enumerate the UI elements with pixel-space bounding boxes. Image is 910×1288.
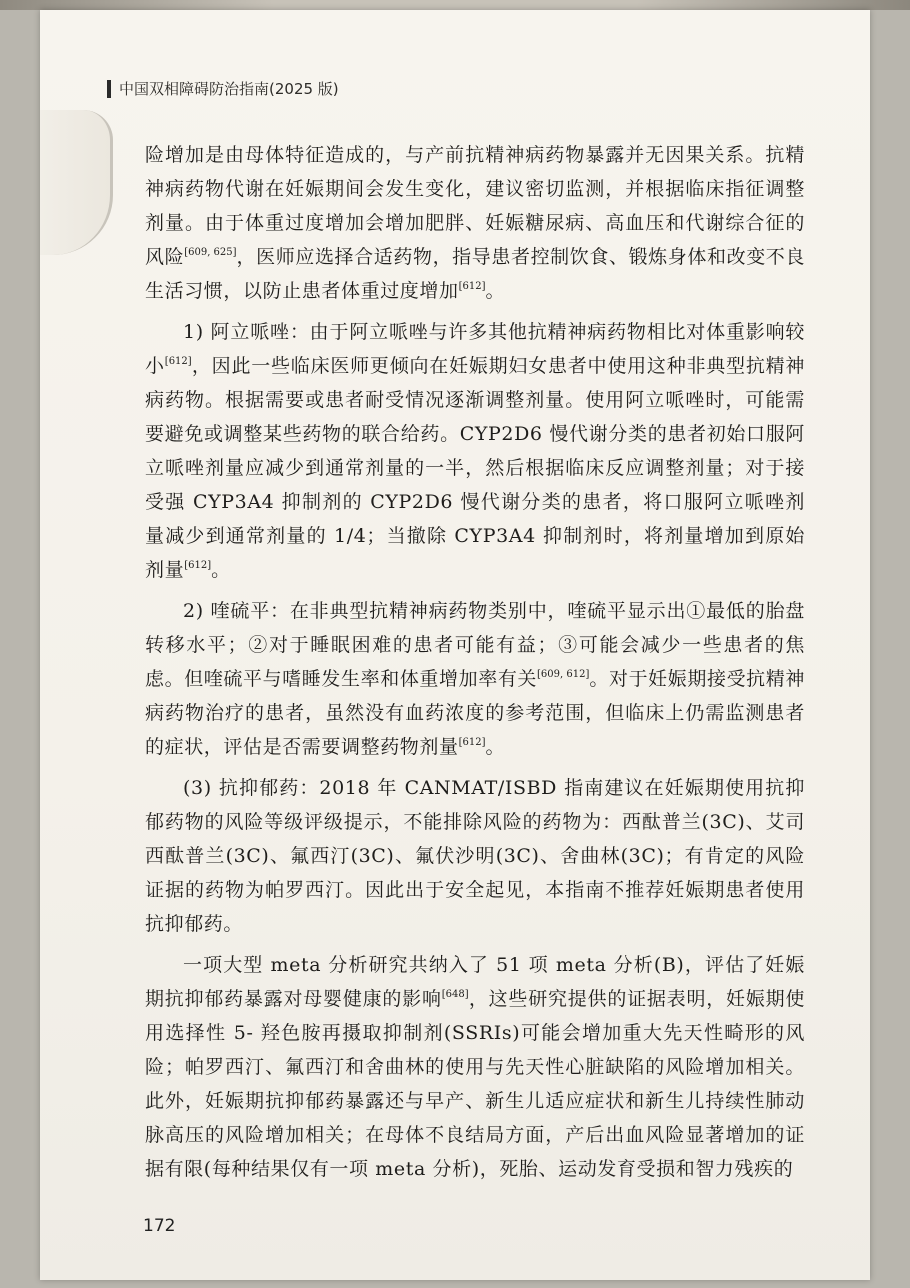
paragraph-quetiapine xyxy=(145,594,805,764)
text-run: 。 xyxy=(485,280,506,302)
text-run: ，这些研究提供的证据表明，妊娠期使用选择性 5- 羟色胺再摄取抑制剂(SSRIs)可能会增加重大先天性畸形的风险；帕罗西汀、氟西汀和舍曲林的使用与先天性心脏缺陷的风险增加相关。此外，妊娠期抗抑郁药暴露还与早产、新生儿适应症状和新生儿持续性肺动脉高压的风险增加相关；在母体不良结局方面，产后出血风险显著增加的证据有限(每种结果仅有一项 meta 分析)，死胎、运动发育受损和智力残疾的 xyxy=(145,988,805,1180)
text-run: 。 xyxy=(485,736,506,758)
paragraph-continuation xyxy=(145,138,805,308)
text-run: 。 xyxy=(211,559,231,581)
citation: [612] xyxy=(458,737,486,748)
citation: [609, 612] xyxy=(537,669,590,680)
main-text xyxy=(145,138,805,1193)
paragraph-antidepressants xyxy=(145,771,805,941)
text-run: ，医师应选择合适药物，指导患者控制饮食、锻炼身体和改变不良生活习惯，以防止患者体重过度增加 xyxy=(145,246,805,302)
page-number: 172 xyxy=(143,1216,176,1236)
text-run: 一项大型 meta 分析研究共纳入了 51 项 meta 分析(B)，评估了妊娠期抗抑郁药暴露对母婴健康的影响 xyxy=(145,954,805,1010)
citation: [612] xyxy=(184,560,212,571)
citation: [612] xyxy=(458,281,486,292)
text-run: (3) 抗抑郁药：2018 年 CANMAT/ISBD 指南建议在妊娠期使用抗抑郁药物的风险等级评级提示，不能排除风险的药物为：西酞普兰(3C)、艾司西酞普兰(3C)、氟西汀(3C)、氟伏沙明(3C)、舍曲林(3C)；有肯定的风险证据的药物为帕罗西汀。因此出于安全起见，本指南不推荐妊娠期患者使用抗抑郁药。 xyxy=(145,777,805,935)
citation: [612] xyxy=(164,356,192,367)
text-run: 险增加是由母体特征造成的，与产前抗精神病药物暴露并无因果关系。抗精神病药物代谢在妊娠期间会发生变化，建议密切监测，并根据临床指征调整剂量。由于体重过度增加会增加肥胖、妊娠糖尿病、高血压和代谢综合征的风险 xyxy=(145,144,805,268)
text-run: 2) 喹硫平：在非典型抗精神病药物类别中，喹硫平显示出①最低的胎盘转移水平；②对于睡眠困难的患者可能有益；③可能会减少一些患者的焦虑。但喹硫平与嗜睡发生率和体重增加率有关 xyxy=(145,600,805,690)
paragraph-aripiprazole xyxy=(145,315,805,587)
scan-top-edge xyxy=(0,0,910,10)
header-marker-icon xyxy=(107,80,111,98)
running-title: 中国双相障碍防治指南(2025 版) xyxy=(119,80,339,98)
text-run: 。对于妊娠期接受抗精神病药物治疗的患者，虽然没有血药浓度的参考范围，但临床上仍需监测患者的症状，评估是否需要调整药物剂量 xyxy=(145,668,805,758)
citation: [648] xyxy=(441,989,469,1000)
text-run: ，因此一些临床医师更倾向在妊娠期妇女患者中使用这种非典型抗精神病药物。根据需要或患者耐受情况逐渐调整剂量。使用阿立哌唑时，可能需要避免或调整某些药物的联合给药。CYP2D6 慢代谢分类的患者初始口服阿立哌唑剂量应减少到通常剂量的一半，然后根据临床反应调整剂量；对于接受强 CYP3A4 抑制剂的 CYP2D6 慢代谢分类的患者，将口服阿立哌唑剂量减少到通常剂量的 1/4；当撤除 CYP3A4 抑制剂时，将剂量增加到原始剂量 xyxy=(145,355,805,581)
text-run: 1) 阿立哌唑：由于阿立哌唑与许多其他抗精神病药物相比对体重影响较小 xyxy=(145,321,805,377)
running-header xyxy=(107,78,339,99)
paragraph-meta-analysis xyxy=(145,948,805,1186)
citation: [609, 625] xyxy=(184,247,237,258)
